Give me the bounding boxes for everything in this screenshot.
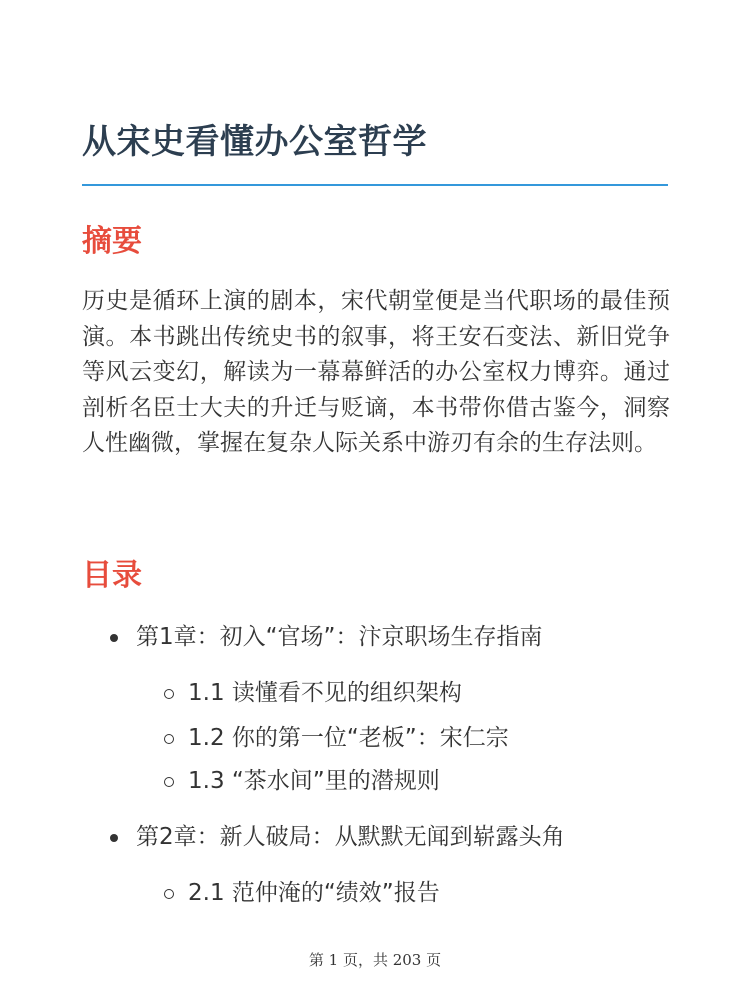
bullet-circle-icon <box>164 734 174 744</box>
toc-section-label: 1.1 读懂看不见的组织架构 <box>188 680 462 706</box>
abstract-heading: 摘要 <box>82 224 142 259</box>
toc-section-label: 1.3 “茶水间”里的潜规则 <box>188 768 440 794</box>
bullet-circle-icon <box>164 777 174 787</box>
bullet-circle-icon <box>164 689 174 699</box>
document-title: 从宋史看懂办公室哲学 <box>82 122 427 162</box>
bullet-disc-icon <box>110 634 118 642</box>
bullet-circle-icon <box>164 889 174 899</box>
toc-chapter-label: 第2章：新人破局：从默默无闻到崭露头角 <box>136 824 565 850</box>
toc-chapter-label: 第1章：初入“官场”：汴京职场生存指南 <box>136 624 543 650</box>
abstract-paragraph: 历史是循环上演的剧本，宋代朝堂便是当代职场的最佳预演。本书跳出传统史书的叙事，将王安石变法、新旧党争等风云变幻，解读为一幕幕鲜活的办公室权力博弈。通过剖析名臣士大夫的升迁与贬谪，本书带你借古鉴今，洞察人性幽微，掌握在复杂人际关系中游刃有余的生存法则。 <box>82 288 670 456</box>
bullet-disc-icon <box>110 834 118 842</box>
toc-section-label: 1.2 你的第一位“老板”：宋仁宗 <box>188 725 509 751</box>
page-number-footer: 第 1 页，共 203 页 <box>308 951 442 969</box>
toc-heading: 目录 <box>82 558 142 593</box>
title-divider <box>82 184 668 186</box>
toc-section-label: 2.1 范仲淹的“绩效”报告 <box>188 880 440 906</box>
